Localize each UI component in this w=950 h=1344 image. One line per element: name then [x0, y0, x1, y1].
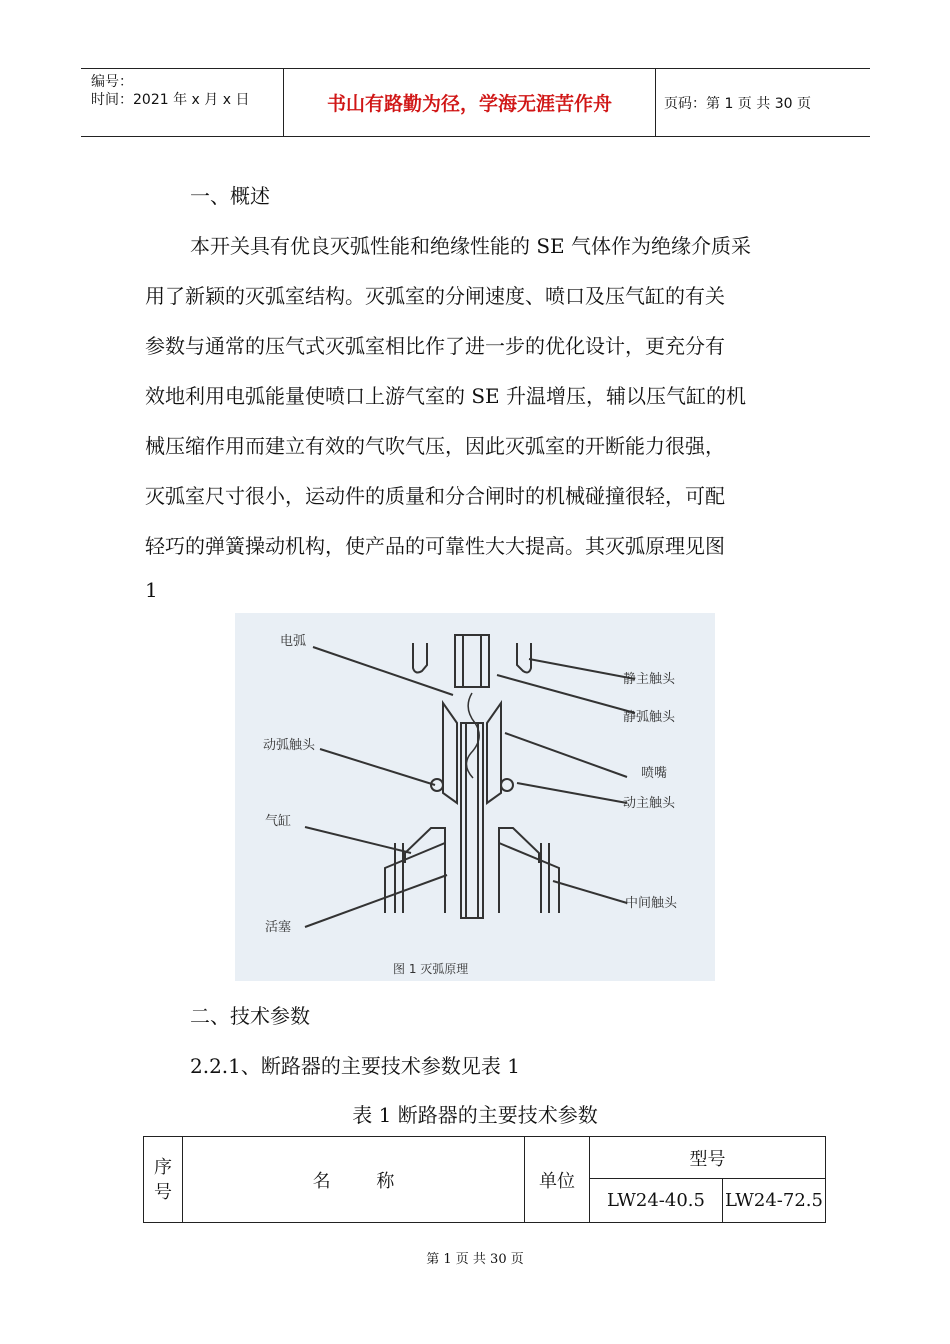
- section2-sub: 2.2.1、断路器的主要技术参数见表 1: [190, 1054, 520, 1078]
- section1-line-5: 械压缩作用而建立有效的气吹气压，因此灭弧室的开断能力很强，: [145, 434, 725, 458]
- label-arc: 电弧: [280, 634, 307, 649]
- parameters-table: [143, 1136, 826, 1223]
- time-label: 时间：2021 年 x 月 x 日: [91, 92, 250, 108]
- label-moving-arc-contact: 动弧触头: [263, 738, 316, 753]
- arc-principle-figure: [235, 613, 715, 981]
- label-piston: 活塞: [265, 920, 292, 935]
- col-seq-char-1: 序: [154, 1156, 172, 1178]
- section1-line-8: 1: [145, 578, 158, 602]
- col-name-header: 名 称: [183, 1137, 525, 1223]
- section1-line-2: 用了新颖的灭弧室结构。灭弧室的分闸速度、喷口及压气缸的有关: [145, 284, 725, 308]
- label-static-main-contact: 静主触头: [623, 672, 676, 687]
- label-moving-main-contact: 动主触头: [623, 796, 676, 811]
- label-cylinder: 气缸: [265, 814, 292, 829]
- section2-heading: 二、技术参数: [190, 1004, 310, 1028]
- section1-line-7: 轻巧的弹簧操动机构，使产品的可靠性大大提高。其灭弧原理见图: [145, 534, 725, 558]
- section1-line-4: 效地利用电弧能量使喷口上游气室的 SE 升温增压，辅以压气缸的机: [145, 384, 747, 408]
- header-page-info: 页码：第 1 页 共 30 页: [664, 95, 811, 112]
- page-footer: 第 1 页 共 30 页: [426, 1252, 524, 1267]
- section1-heading: 一、概述: [190, 184, 270, 208]
- arc-principle-diagram: [235, 613, 715, 981]
- col-model-b: LW24-72.5: [723, 1179, 826, 1223]
- col-seq-char-2: 号: [154, 1181, 172, 1203]
- section1-line-6: 灭弧室尺寸很小，运动件的质量和分合闸时的机械碰撞很轻，可配: [145, 484, 725, 508]
- col-model-a: LW24-40.5: [590, 1179, 723, 1223]
- section1-line-3: 参数与通常的压气式灭弧室相比作了进一步的优化设计，更充分有: [145, 334, 725, 358]
- page-header: [81, 68, 870, 137]
- section1-line-1: 本开关具有优良灭弧性能和绝缘性能的 SE 气体作为绝缘介质采: [190, 234, 752, 258]
- label-nozzle: 喷嘴: [641, 766, 668, 781]
- header-motto: 书山有路勤为径，学海无涯苦作舟: [284, 69, 656, 136]
- header-meta: [81, 69, 284, 136]
- col-model-header: 型号: [590, 1137, 826, 1179]
- col-unit-header: 单位: [525, 1137, 590, 1223]
- code-label: 编号：: [91, 74, 133, 90]
- label-static-arc-contact: 静弧触头: [623, 710, 676, 725]
- table-title: 表 1 断路器的主要技术参数: [352, 1103, 598, 1127]
- figure-caption: 图 1 灭弧原理: [393, 962, 469, 976]
- label-middle-contact: 中间触头: [625, 896, 678, 911]
- col-seq-header: [144, 1137, 183, 1223]
